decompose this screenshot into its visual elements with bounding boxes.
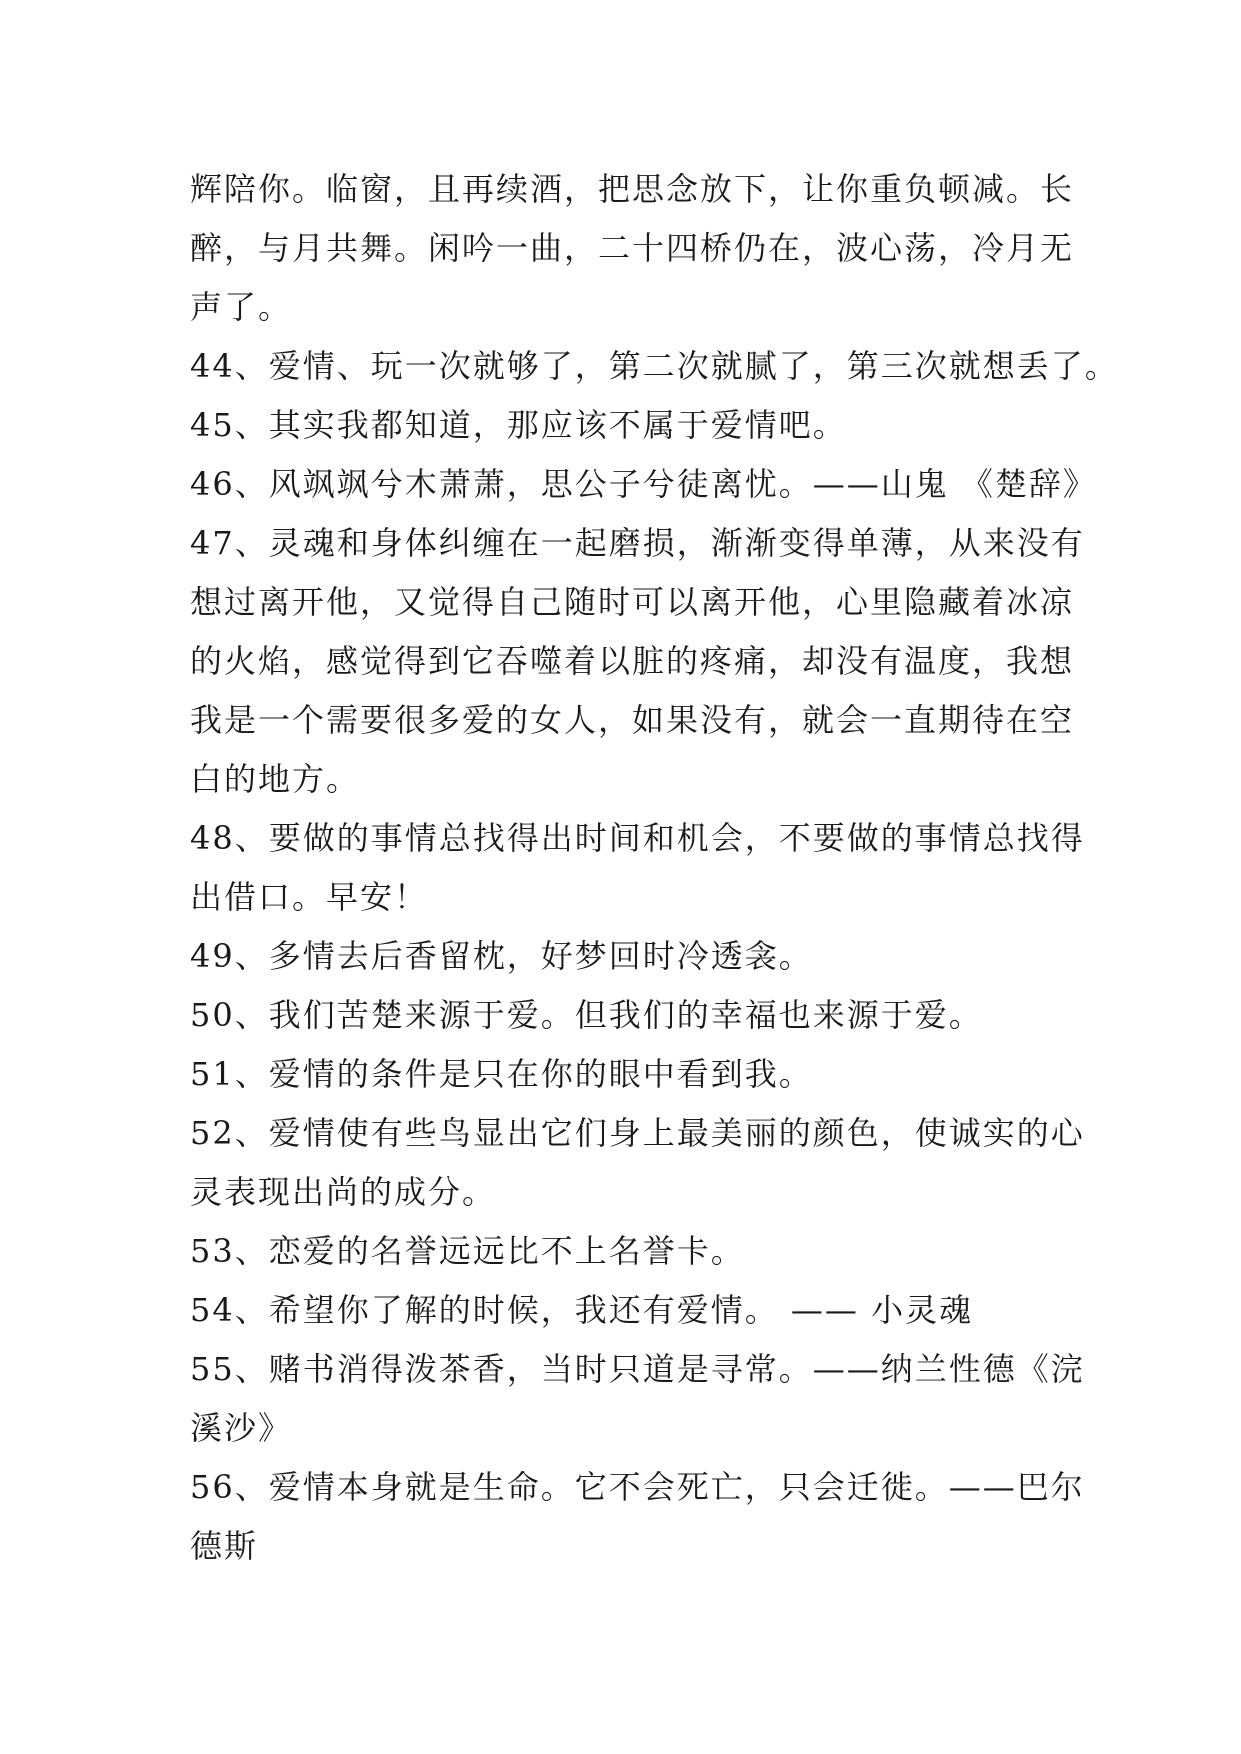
text-line: 想过离开他，又觉得自己随时可以离开他，心里隐藏着冰凉: [190, 583, 1075, 621]
text-line: 白的地方。: [190, 760, 361, 798]
quote-item-48: 48、要做的事情总找得出时间和机会，不要做的事情总找得: [190, 819, 1085, 857]
text-line: 溪沙》: [190, 1409, 293, 1447]
text-line: 声了。: [190, 288, 293, 326]
quote-item-54: 54、希望你了解的时候，我还有爱情。 —— 小灵魂: [190, 1291, 974, 1329]
text-line: 灵表现出尚的成分。: [190, 1173, 497, 1211]
text-line: 德斯: [190, 1527, 259, 1565]
text-line: 出借口。早安！: [190, 878, 429, 916]
text-line: 辉陪你。临窗，且再续酒，把思念放下，让你重负顿减。长: [190, 170, 1075, 208]
quote-item-52: 52、爱情使有些鸟显出它们身上最美丽的颜色，使诚实的心: [190, 1114, 1085, 1152]
document-body: [190, 160, 1119, 1576]
quote-item-49: 49、多情去后香留枕，好梦回时冷透衾。: [190, 937, 813, 975]
text-line: 的火焰，感觉得到它吞噬着以脏的疼痛，却没有温度，我想: [190, 642, 1075, 680]
text-line: 我是一个需要很多爱的女人，如果没有，就会一直期待在空: [190, 701, 1075, 739]
quote-item-55: 55、赌书消得泼茶香，当时只道是寻常。——纳兰性德《浣: [190, 1350, 1085, 1388]
quote-item-44: 44、爱情、玩一次就够了，第二次就腻了，第三次就想丢了。: [190, 347, 1119, 385]
quote-item-45: 45、其实我都知道，那应该不属于爱情吧。: [190, 406, 847, 444]
quote-item-53: 53、恋爱的名誉远远比不上名誉卡。: [190, 1232, 745, 1270]
text-line: 醉，与月共舞。闲吟一曲，二十四桥仍在，波心荡，冷月无: [190, 229, 1075, 267]
quote-item-51: 51、爱情的条件是只在你的眼中看到我。: [190, 1055, 813, 1093]
quote-item-47: 47、灵魂和身体纠缠在一起磨损，渐渐变得单薄，从来没有: [190, 524, 1085, 562]
quote-item-50: 50、我们苦楚来源于爱。但我们的幸福也来源于爱。: [190, 996, 983, 1034]
quote-item-46: 46、风飒飒兮木萧萧，思公子兮徒离忧。——山鬼 《楚辞》: [190, 465, 1097, 503]
quote-item-56: 56、爱情本身就是生命。它不会死亡，只会迁徙。——巴尔: [190, 1468, 1085, 1506]
